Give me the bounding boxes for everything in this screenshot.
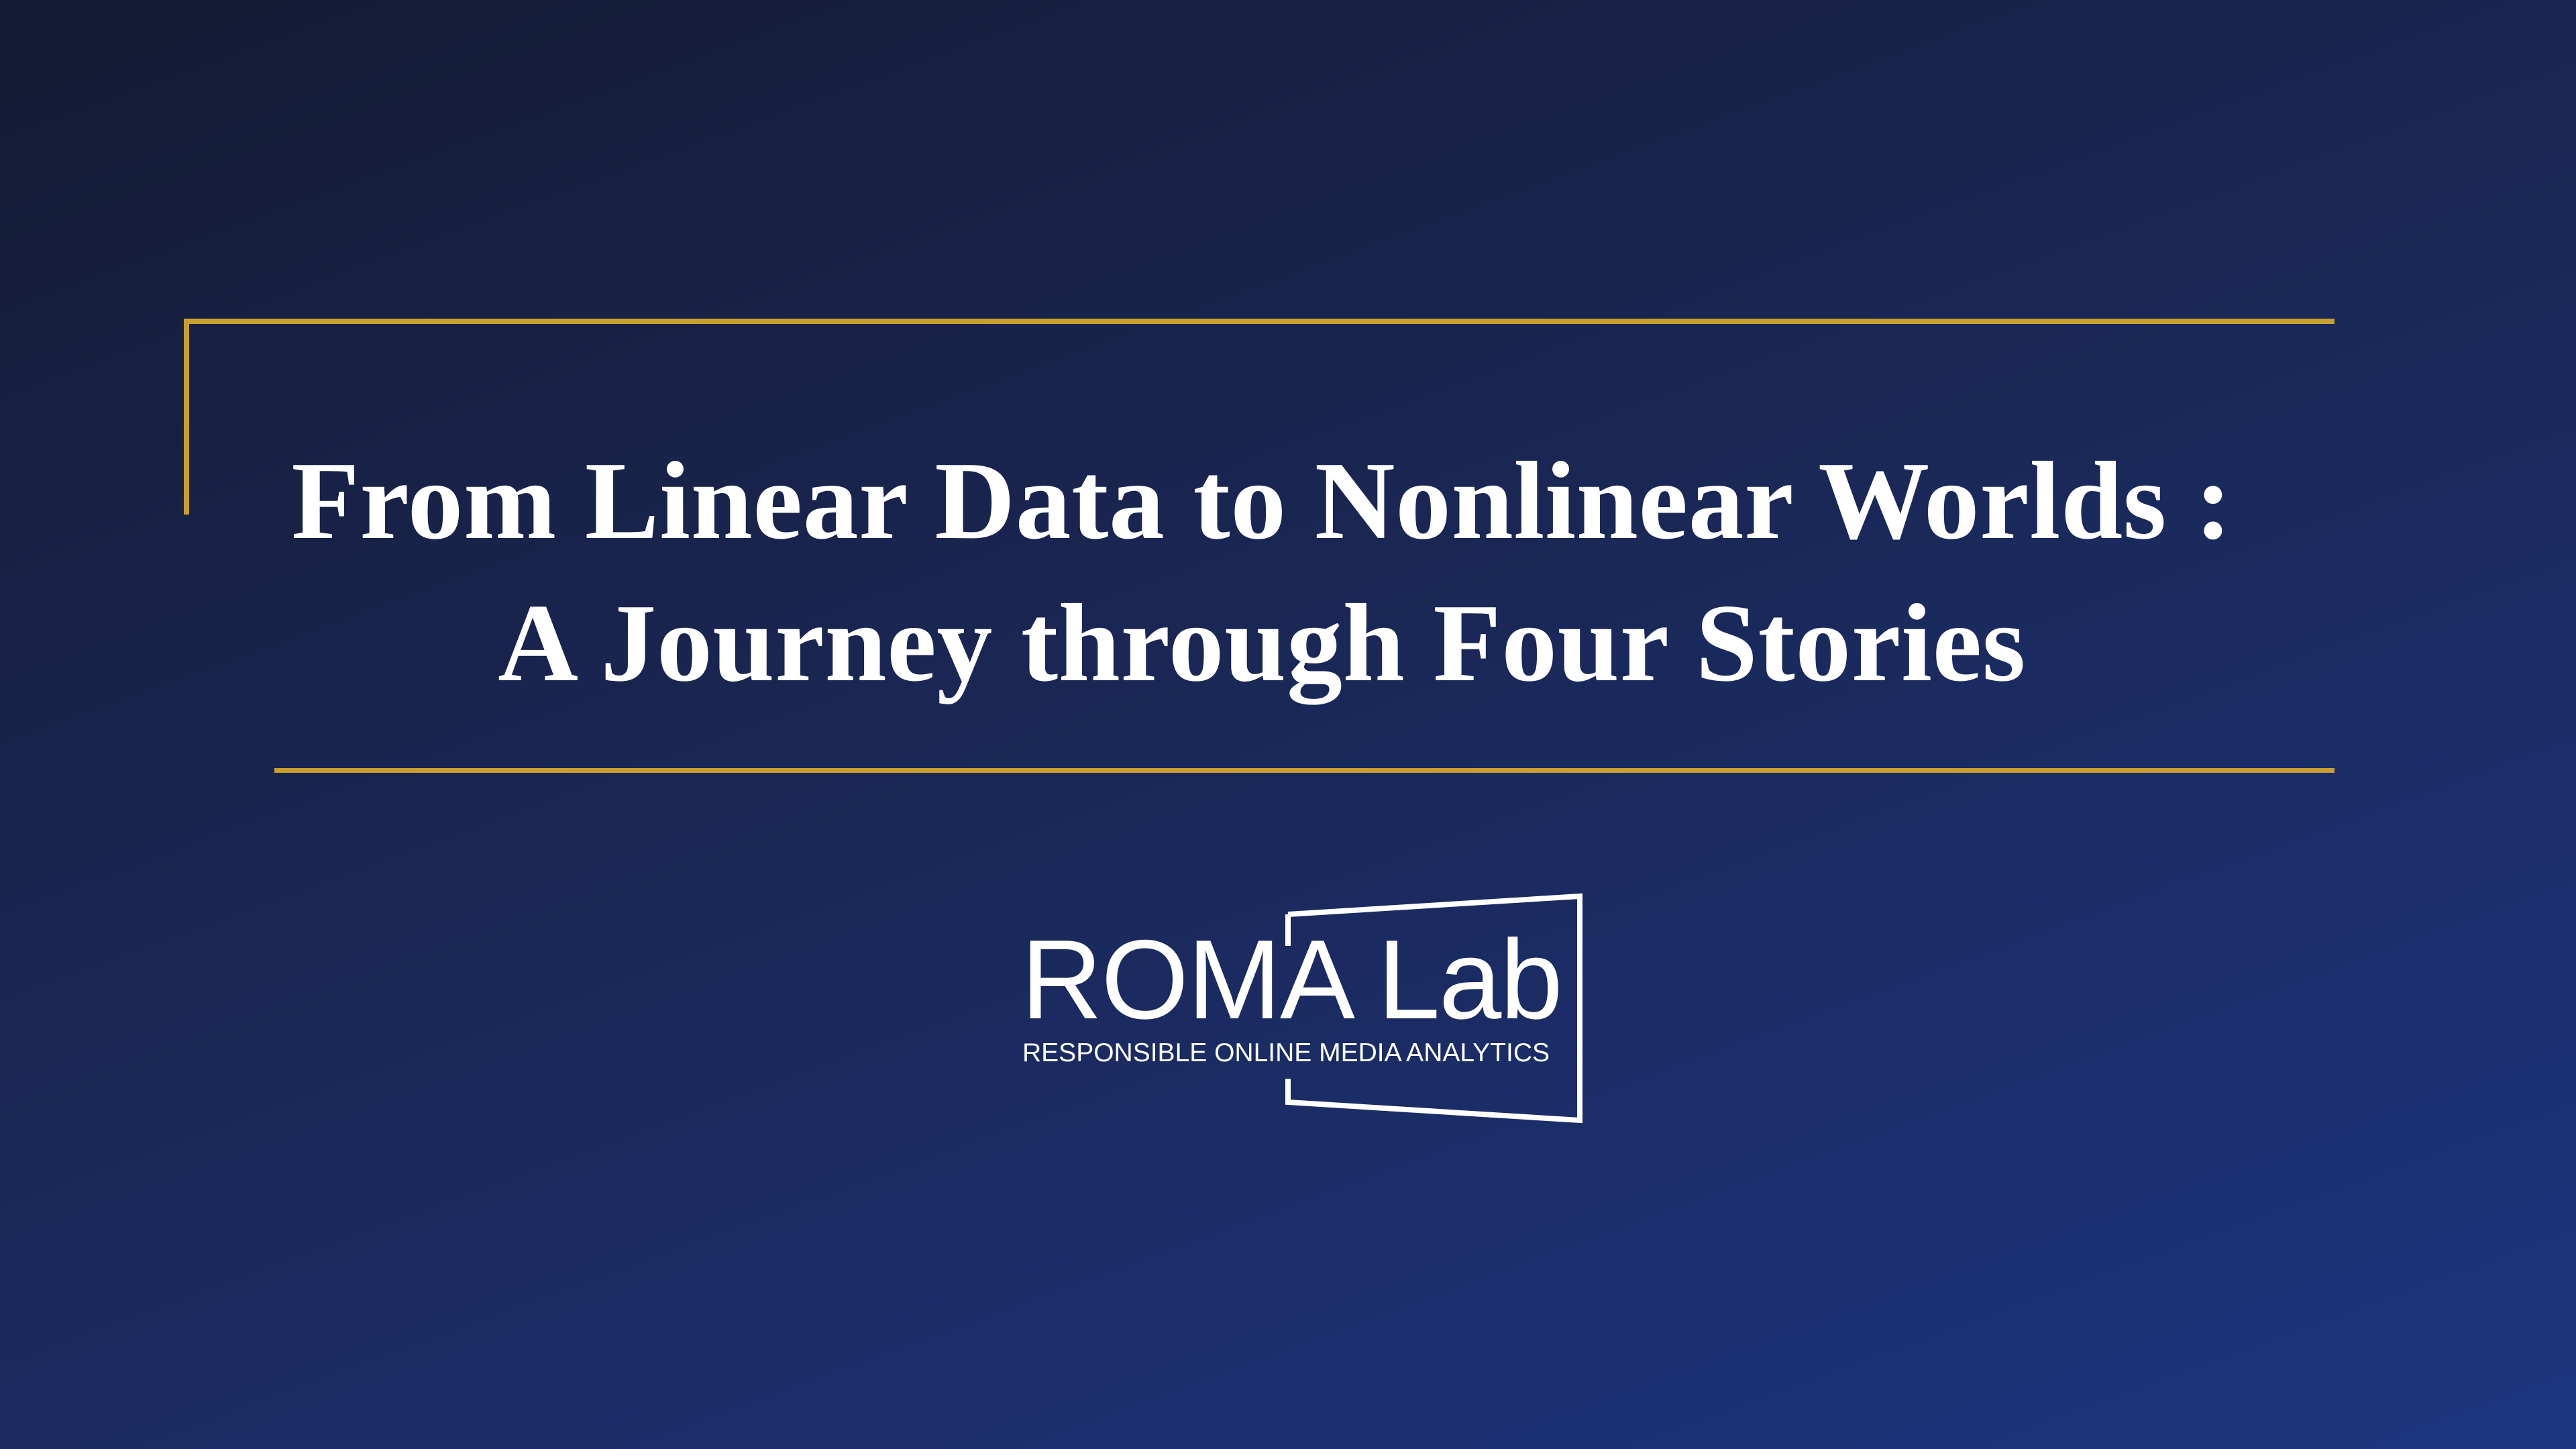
slide-title-line-2: A Journey through Four Stories [498,581,2026,704]
title-frame-left-line [184,319,189,515]
title-underline [274,768,2334,773]
logo-name: ROMA Lab [1021,916,1562,1042]
roma-lab-logo [1006,885,1597,1127]
slide-title [189,429,2334,714]
title-frame-top-line [184,319,2334,324]
logo-tagline: RESPONSIBLE ONLINE MEDIA ANALYTICS [1022,1038,1550,1067]
slide-title-line-1: From Linear Data to Nonlinear Worlds : [291,439,2233,562]
